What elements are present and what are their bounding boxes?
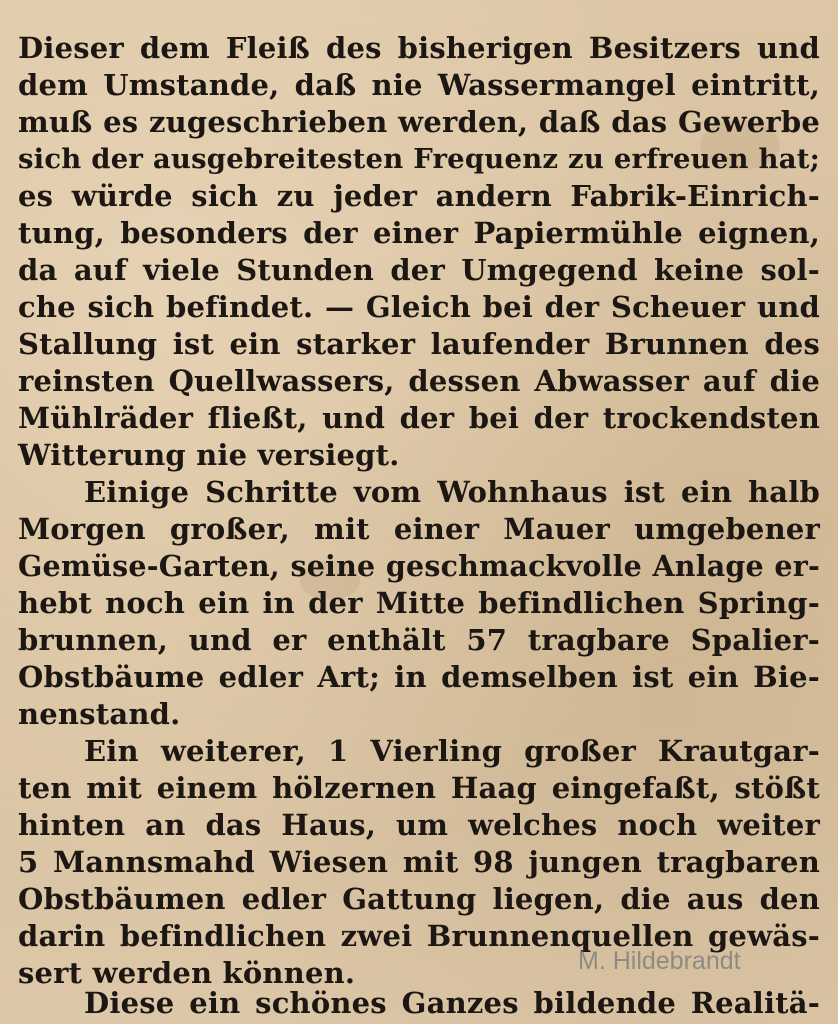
text-line: che sich befindet. — Gleich bei der Scheuer und bbox=[18, 290, 820, 324]
text-line: es würde sich zu jeder andern Fabrik-Einrich- bbox=[18, 179, 820, 213]
text-line: Obstbäume edler Art; in demselben ist ein Bie- bbox=[18, 660, 820, 694]
text-line: dem Umstande, daß nie Wassermangel eintritt, bbox=[18, 68, 820, 102]
text-line: muß es zugeschrieben werden, daß das Gewerbe bbox=[18, 105, 820, 139]
paragraph-start-line: Diese ein schönes Ganzes bildende Realitä- bbox=[84, 986, 820, 1020]
text-line: Mühlräder fließt, und der bei der trockendsten bbox=[18, 401, 820, 435]
text-line: Stallung ist ein starker laufender Brunnen des bbox=[18, 327, 820, 361]
text-line: reinsten Quellwassers, dessen Abwasser auf die bbox=[18, 364, 820, 398]
text-line: hebt noch ein in der Mitte befindlichen Spring- bbox=[18, 586, 820, 620]
text-line: nenstand. bbox=[18, 697, 181, 731]
watermark: M. Hildebrandt bbox=[578, 947, 741, 975]
text-line: sert werden können. bbox=[18, 956, 356, 990]
text-line: darin befindlichen zwei Brunnenquellen gewäs- bbox=[18, 919, 820, 953]
text-line: tung, besonders der einer Papiermühle eignen, bbox=[18, 216, 820, 250]
text-line: Morgen großer, mit einer Mauer umgebener bbox=[18, 512, 820, 546]
text-line: Witterung nie versiegt. bbox=[18, 438, 400, 472]
text-line: Dieser dem Fleiß des bisherigen Besitzers und bbox=[18, 31, 820, 65]
text-line: sich der ausgebreitesten Frequenz zu erfreuen hat; bbox=[18, 143, 820, 175]
text-line: brunnen, und er enthält 57 tragbare Spalier- bbox=[18, 623, 820, 657]
paragraph-start-line: Einige Schritte vom Wohnhaus ist ein halb bbox=[84, 475, 820, 509]
text-line: Obstbäumen edler Gattung liegen, die aus den bbox=[18, 882, 820, 916]
text-line: ten mit einem hölzernen Haag eingefaßt, stößt bbox=[18, 771, 820, 805]
text-line: hinten an das Haus, um welches noch weiter bbox=[18, 808, 820, 842]
text-line: 5 Mannsmahd Wiesen mit 98 jungen tragbaren bbox=[18, 845, 820, 879]
text-line: Gemüse-Garten, seine geschmackvolle Anlage er- bbox=[18, 549, 820, 583]
text-line: da auf viele Stunden der Umgegend keine sol- bbox=[18, 253, 820, 287]
paragraph-start-line: Ein weiterer, 1 Vierling großer Krautgar- bbox=[84, 734, 820, 768]
